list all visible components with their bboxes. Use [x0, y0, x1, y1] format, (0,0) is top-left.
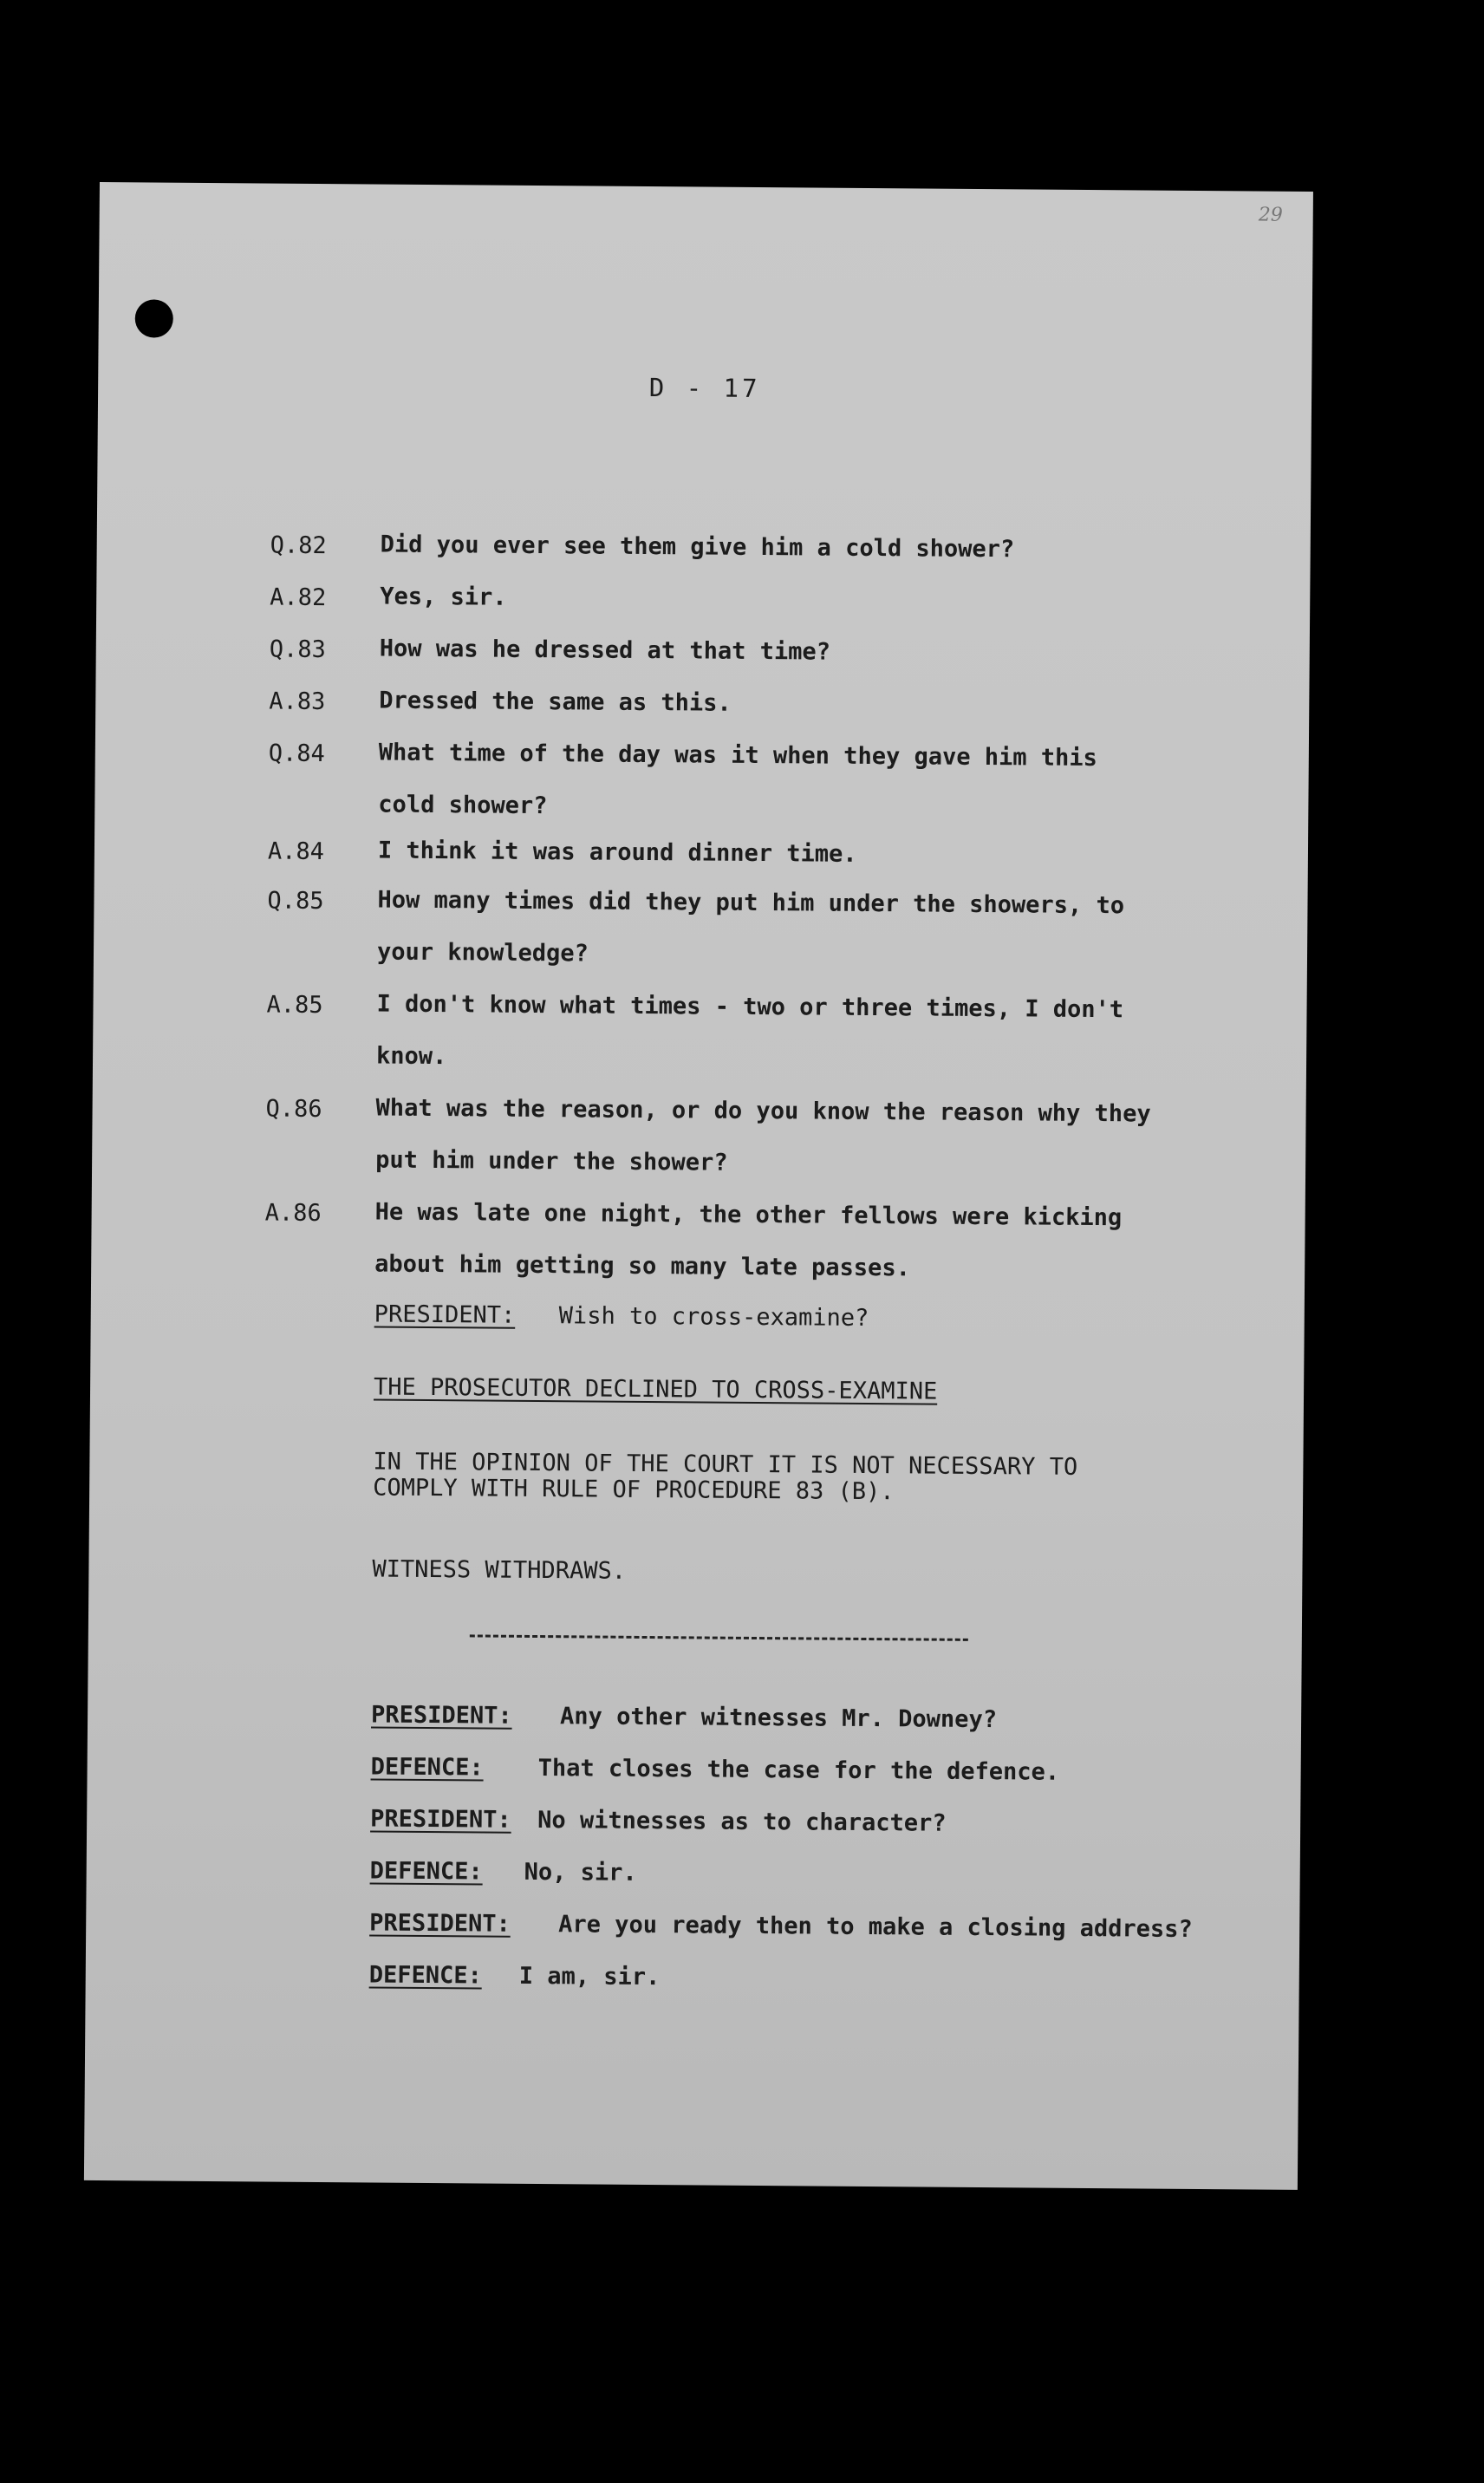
speaker-text: No witnesses as to character? — [537, 1807, 947, 1837]
qa-label: A.85 — [266, 991, 323, 1020]
qa-text: Dressed the same as this. — [379, 687, 732, 717]
speaker-label: DEFENCE: — [370, 1753, 484, 1782]
qa-text: put him under the shower? — [375, 1146, 728, 1176]
qa-text: How was he dressed at that time? — [379, 635, 831, 666]
qa-text: I don't know what times - two or three times, I don't — [376, 990, 1124, 1024]
speaker-text: No, sir. — [524, 1858, 637, 1887]
document-page — [84, 182, 1313, 2190]
punch-hole — [135, 299, 173, 337]
prosecutor-declined-note: THE PROSECUTOR DECLINED TO CROSS-EXAMINE — [373, 1373, 938, 1405]
qa-text: your knowledge? — [376, 938, 589, 968]
qa-text: What was the reason, or do you know the reason why they — [375, 1094, 1151, 1128]
witness-withdraws-note: WITNESS WITHDRAWS. — [372, 1555, 627, 1585]
speaker-label: DEFENCE: — [368, 1961, 482, 1990]
speaker-text: That closes the case for the defence. — [537, 1755, 1060, 1786]
qa-label: A.86 — [264, 1199, 322, 1228]
qa-text: know. — [375, 1042, 447, 1071]
qa-text: Yes, sir. — [380, 583, 507, 611]
qa-text: He was late one night, the other fellows were kicking — [374, 1198, 1123, 1232]
qa-label: Q.84 — [268, 740, 325, 768]
court-opinion-line: IN THE OPINION OF THE COURT IT IS NOT NECESSARY TO — [373, 1448, 1078, 1481]
qa-label: A.82 — [270, 583, 327, 612]
speaker-text: I am, sir. — [518, 1962, 661, 1991]
qa-label: Q.83 — [269, 635, 326, 664]
qa-label: Q.86 — [265, 1095, 322, 1124]
qa-text: cold shower? — [378, 791, 548, 820]
speaker-label: DEFENCE: — [369, 1857, 483, 1886]
qa-text: about him getting so many late passes. — [374, 1250, 911, 1282]
court-opinion-line: COMPLY WITH RULE OF PROCEDURE 83 (B). — [373, 1474, 895, 1506]
speaker-label: PRESIDENT: — [371, 1701, 512, 1730]
qa-label: A.84 — [267, 837, 325, 866]
speaker-text: Wish to cross-examine? — [558, 1302, 869, 1333]
qa-label: A.83 — [269, 688, 326, 716]
folio-number: 29 — [1258, 204, 1283, 226]
speaker-text: Any other witnesses Mr. Downey? — [559, 1703, 998, 1734]
speaker-text: Are you ready then to make a closing address? — [558, 1911, 1193, 1943]
speaker-label: PRESIDENT: — [369, 1909, 511, 1938]
qa-text: How many times did they put him under the showers, to — [377, 886, 1125, 920]
speaker-label: PRESIDENT: — [374, 1300, 516, 1329]
qa-text: Did you ever see them give him a cold shower? — [380, 531, 1015, 564]
qa-text: I think it was around dinner time. — [377, 837, 857, 868]
speaker-label: PRESIDENT: — [370, 1805, 511, 1834]
page-number: D - 17 — [648, 372, 761, 403]
qa-label: Q.85 — [267, 887, 324, 916]
qa-text: What time of the day was it when they gave him this — [378, 739, 1097, 772]
qa-label: Q.82 — [270, 531, 327, 560]
section-divider — [470, 1634, 968, 1641]
